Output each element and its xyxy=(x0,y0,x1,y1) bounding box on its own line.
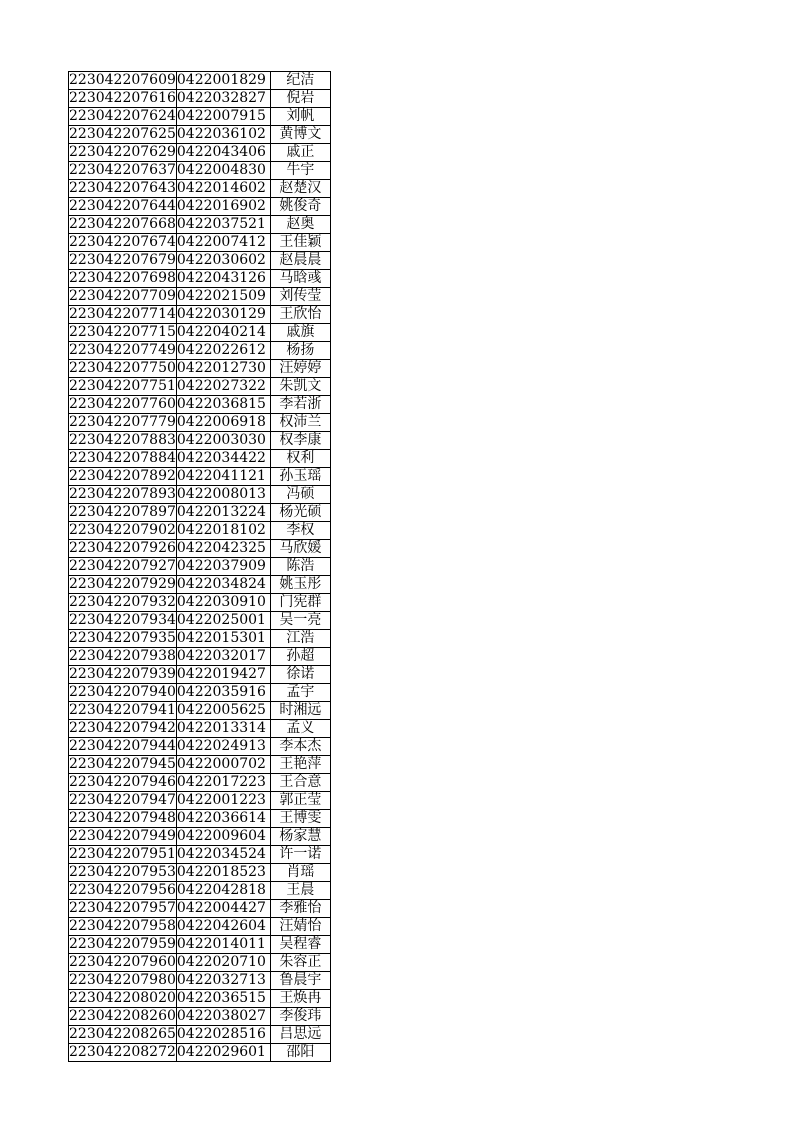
table-row xyxy=(69,846,331,864)
exam-number-cell: 223042208265 xyxy=(69,1026,176,1042)
table-row xyxy=(69,828,331,846)
exam-number-cell: 223042207957 xyxy=(69,900,176,916)
id-number-cell: 0422032827 xyxy=(176,90,270,108)
exam-number-cell: 223042207609 xyxy=(69,72,176,88)
id-number-cell: 0422015301 xyxy=(176,630,270,648)
table-row xyxy=(69,378,331,396)
id-number-cell: 0422043126 xyxy=(176,270,270,288)
exam-number-cell: 223042207892 xyxy=(69,468,176,484)
exam-number-cell: 223042207927 xyxy=(69,558,176,574)
id-number-cell: 0422024913 xyxy=(176,738,270,756)
table-row xyxy=(69,990,331,1008)
name-cell: 孙玉瑶 xyxy=(270,468,330,486)
exam-number-cell: 223042207980 xyxy=(69,972,176,988)
name-cell: 李若浙 xyxy=(270,396,330,414)
id-number-cell: 0422034524 xyxy=(176,846,270,864)
id-number-cell: 0422009604 xyxy=(176,828,270,846)
name-cell: 吴程睿 xyxy=(270,936,330,954)
exam-number-cell: 223042207960 xyxy=(69,954,176,970)
name-cell: 姚玉彤 xyxy=(270,576,330,594)
exam-number-cell: 223042207939 xyxy=(69,666,176,682)
id-number-cell: 0422004830 xyxy=(176,162,270,180)
name-cell: 朱凯文 xyxy=(270,378,330,396)
name-cell: 江浩 xyxy=(270,630,330,648)
table-row xyxy=(69,396,331,414)
name-cell: 李俊玮 xyxy=(270,1008,330,1026)
exam-number-cell: 223042207698 xyxy=(69,270,176,286)
id-number-cell: 0422027322 xyxy=(176,378,270,396)
exam-number-cell: 223042207637 xyxy=(69,162,176,178)
id-number-cell: 0422004427 xyxy=(176,900,270,918)
exam-number-cell: 223042207959 xyxy=(69,936,176,952)
table-row xyxy=(69,918,331,936)
exam-number-cell: 223042207947 xyxy=(69,792,176,808)
name-cell: 杨光硕 xyxy=(270,504,330,522)
name-cell: 马欣媛 xyxy=(270,540,330,558)
exam-number-cell: 223042207751 xyxy=(69,378,176,394)
table-row xyxy=(69,252,331,270)
table-row xyxy=(69,792,331,810)
name-cell: 陈浩 xyxy=(270,558,330,576)
table-row xyxy=(69,972,331,990)
table-row xyxy=(69,1044,331,1062)
exam-number-cell: 223042207929 xyxy=(69,576,176,592)
name-cell: 邵阳 xyxy=(270,1044,330,1062)
exam-number-cell: 223042207934 xyxy=(69,612,176,628)
id-number-cell: 0422019427 xyxy=(176,666,270,684)
table-row xyxy=(69,594,331,612)
name-cell: 刘帆 xyxy=(270,108,330,126)
exam-number-cell: 223042207715 xyxy=(69,324,176,340)
id-number-cell: 0422013224 xyxy=(176,504,270,522)
table-row xyxy=(69,108,331,126)
table-row xyxy=(69,90,331,108)
id-number-cell: 0422030129 xyxy=(176,306,270,324)
table-row xyxy=(69,216,331,234)
name-cell: 戚正 xyxy=(270,144,330,162)
id-number-cell: 0422037521 xyxy=(176,216,270,234)
name-cell: 郭正莹 xyxy=(270,792,330,810)
exam-number-cell: 223042207951 xyxy=(69,846,176,862)
id-number-cell: 0422018102 xyxy=(176,522,270,540)
table-row xyxy=(69,810,331,828)
exam-number-cell: 223042207883 xyxy=(69,432,176,448)
id-number-cell: 0422008013 xyxy=(176,486,270,504)
name-cell: 王合意 xyxy=(270,774,330,792)
exam-number-cell: 223042208260 xyxy=(69,1008,176,1024)
id-number-cell: 0422001223 xyxy=(176,792,270,810)
id-number-cell: 0422001829 xyxy=(176,72,270,90)
exam-number-cell: 223042207897 xyxy=(69,504,176,520)
exam-number-cell: 223042207956 xyxy=(69,882,176,898)
table-row xyxy=(69,72,331,90)
id-number-cell: 0422042818 xyxy=(176,882,270,900)
name-cell: 吕思远 xyxy=(270,1026,330,1044)
table-row xyxy=(69,612,331,630)
table-row xyxy=(69,648,331,666)
id-number-cell: 0422021509 xyxy=(176,288,270,306)
id-number-cell: 0422038027 xyxy=(176,1008,270,1026)
table-row xyxy=(69,288,331,306)
exam-number-cell: 223042207940 xyxy=(69,684,176,700)
id-number-cell: 0422000702 xyxy=(176,756,270,774)
id-number-cell: 0422032017 xyxy=(176,648,270,666)
id-number-cell: 0422017223 xyxy=(176,774,270,792)
id-number-cell: 0422043406 xyxy=(176,144,270,162)
table-row xyxy=(69,162,331,180)
id-number-cell: 0422034824 xyxy=(176,576,270,594)
id-number-cell: 0422030910 xyxy=(176,594,270,612)
id-number-cell: 0422032713 xyxy=(176,972,270,990)
id-number-cell: 0422013314 xyxy=(176,720,270,738)
exam-number-cell: 223042207760 xyxy=(69,396,176,412)
name-cell: 冯硕 xyxy=(270,486,330,504)
name-cell: 刘传莹 xyxy=(270,288,330,306)
name-cell: 吴一亮 xyxy=(270,612,330,630)
table-row xyxy=(69,558,331,576)
exam-number-cell: 223042207935 xyxy=(69,630,176,646)
id-number-cell: 0422037909 xyxy=(176,558,270,576)
id-number-cell: 0422014602 xyxy=(176,180,270,198)
table-row xyxy=(69,144,331,162)
exam-number-cell: 223042207679 xyxy=(69,252,176,268)
table-row xyxy=(69,702,331,720)
id-number-cell: 0422005625 xyxy=(176,702,270,720)
name-cell: 肖瑶 xyxy=(270,864,330,882)
table-row xyxy=(69,270,331,288)
name-cell: 孟宇 xyxy=(270,684,330,702)
id-number-cell: 0422014011 xyxy=(176,936,270,954)
table-row xyxy=(69,774,331,792)
id-number-cell: 0422030602 xyxy=(176,252,270,270)
id-number-cell: 0422036815 xyxy=(176,396,270,414)
id-number-cell: 0422012730 xyxy=(176,360,270,378)
name-cell: 戚旗 xyxy=(270,324,330,342)
table-row xyxy=(69,360,331,378)
name-cell: 鲁晨宇 xyxy=(270,972,330,990)
table-row xyxy=(69,324,331,342)
table-row xyxy=(69,684,331,702)
table-row xyxy=(69,198,331,216)
exam-number-cell: 223042207616 xyxy=(69,90,176,106)
id-number-cell: 0422007915 xyxy=(176,108,270,126)
id-number-cell: 0422007412 xyxy=(176,234,270,252)
name-cell: 权李康 xyxy=(270,432,330,450)
exam-number-cell: 223042207625 xyxy=(69,126,176,142)
table-row xyxy=(69,1008,331,1026)
name-cell: 徐诺 xyxy=(270,666,330,684)
id-number-cell: 0422020710 xyxy=(176,954,270,972)
exam-number-cell: 223042207644 xyxy=(69,198,176,214)
name-cell: 权沛兰 xyxy=(270,414,330,432)
id-number-cell: 0422003030 xyxy=(176,432,270,450)
roster-table-body xyxy=(69,72,331,1062)
table-row xyxy=(69,180,331,198)
table-row xyxy=(69,576,331,594)
id-number-cell: 0422018523 xyxy=(176,864,270,882)
table-row xyxy=(69,900,331,918)
table-row xyxy=(69,1026,331,1044)
name-cell: 时湘远 xyxy=(270,702,330,720)
exam-number-cell: 223042207942 xyxy=(69,720,176,736)
name-cell: 王艳萍 xyxy=(270,756,330,774)
name-cell: 朱容正 xyxy=(270,954,330,972)
id-number-cell: 0422006918 xyxy=(176,414,270,432)
name-cell: 孙超 xyxy=(270,648,330,666)
roster-table xyxy=(68,71,331,1062)
table-row xyxy=(69,234,331,252)
name-cell: 赵楚汉 xyxy=(270,180,330,198)
id-number-cell: 0422036614 xyxy=(176,810,270,828)
id-number-cell: 0422036515 xyxy=(176,990,270,1008)
table-row xyxy=(69,468,331,486)
name-cell: 王博雯 xyxy=(270,810,330,828)
name-cell: 杨扬 xyxy=(270,342,330,360)
name-cell: 许一诺 xyxy=(270,846,330,864)
name-cell: 牛宇 xyxy=(270,162,330,180)
name-cell: 赵晨晨 xyxy=(270,252,330,270)
name-cell: 汪婧怡 xyxy=(270,918,330,936)
exam-number-cell: 223042207944 xyxy=(69,738,176,754)
exam-number-cell: 223042207779 xyxy=(69,414,176,430)
name-cell: 李权 xyxy=(270,522,330,540)
table-row xyxy=(69,432,331,450)
exam-number-cell: 223042207945 xyxy=(69,756,176,772)
name-cell: 李雅怡 xyxy=(270,900,330,918)
exam-number-cell: 223042208272 xyxy=(69,1044,176,1060)
table-row xyxy=(69,522,331,540)
name-cell: 赵奥 xyxy=(270,216,330,234)
exam-number-cell: 223042207643 xyxy=(69,180,176,196)
name-cell: 王欣怡 xyxy=(270,306,330,324)
exam-number-cell: 223042207709 xyxy=(69,288,176,304)
id-number-cell: 0422028516 xyxy=(176,1026,270,1044)
table-row xyxy=(69,504,331,522)
id-number-cell: 0422042604 xyxy=(176,918,270,936)
name-cell: 姚俊奇 xyxy=(270,198,330,216)
id-number-cell: 0422035916 xyxy=(176,684,270,702)
exam-number-cell: 223042207884 xyxy=(69,450,176,466)
name-cell: 门宪群 xyxy=(270,594,330,612)
table-row xyxy=(69,540,331,558)
id-number-cell: 0422036102 xyxy=(176,126,270,144)
name-cell: 马晗彧 xyxy=(270,270,330,288)
id-number-cell: 0422029601 xyxy=(176,1044,270,1062)
name-cell: 黄博文 xyxy=(270,126,330,144)
exam-number-cell: 223042207958 xyxy=(69,918,176,934)
roster-sheet xyxy=(68,71,331,1062)
id-number-cell: 0422042325 xyxy=(176,540,270,558)
exam-number-cell: 223042207946 xyxy=(69,774,176,790)
exam-number-cell: 223042207902 xyxy=(69,522,176,538)
name-cell: 王佳颖 xyxy=(270,234,330,252)
exam-number-cell: 223042207749 xyxy=(69,342,176,358)
id-number-cell: 0422034422 xyxy=(176,450,270,468)
table-row xyxy=(69,954,331,972)
name-cell: 汪婷婷 xyxy=(270,360,330,378)
exam-number-cell: 223042207674 xyxy=(69,234,176,250)
name-cell: 纪洁 xyxy=(270,72,330,90)
table-row xyxy=(69,864,331,882)
table-row xyxy=(69,936,331,954)
id-number-cell: 0422040214 xyxy=(176,324,270,342)
exam-number-cell: 223042207949 xyxy=(69,828,176,844)
exam-number-cell: 223042207714 xyxy=(69,306,176,322)
id-number-cell: 0422016902 xyxy=(176,198,270,216)
id-number-cell: 0422025001 xyxy=(176,612,270,630)
table-row xyxy=(69,882,331,900)
name-cell: 杨家慧 xyxy=(270,828,330,846)
table-row xyxy=(69,450,331,468)
exam-number-cell: 223042207953 xyxy=(69,864,176,880)
exam-number-cell: 223042207938 xyxy=(69,648,176,664)
exam-number-cell: 223042207624 xyxy=(69,108,176,124)
table-row xyxy=(69,666,331,684)
exam-number-cell: 223042207629 xyxy=(69,144,176,160)
exam-number-cell: 223042207948 xyxy=(69,810,176,826)
id-number-cell: 0422022612 xyxy=(176,342,270,360)
exam-number-cell: 223042207932 xyxy=(69,594,176,610)
exam-number-cell: 223042207750 xyxy=(69,360,176,376)
name-cell: 孟义 xyxy=(270,720,330,738)
table-row xyxy=(69,342,331,360)
id-number-cell: 0422041121 xyxy=(176,468,270,486)
name-cell: 王焕冉 xyxy=(270,990,330,1008)
table-row xyxy=(69,126,331,144)
table-row xyxy=(69,486,331,504)
table-row xyxy=(69,630,331,648)
table-row xyxy=(69,720,331,738)
exam-number-cell: 223042207893 xyxy=(69,486,176,502)
exam-number-cell: 223042207668 xyxy=(69,216,176,232)
name-cell: 王晨 xyxy=(270,882,330,900)
table-row xyxy=(69,756,331,774)
name-cell: 李本杰 xyxy=(270,738,330,756)
name-cell: 倪岩 xyxy=(270,90,330,108)
table-row xyxy=(69,414,331,432)
name-cell: 权利 xyxy=(270,450,330,468)
exam-number-cell: 223042207941 xyxy=(69,702,176,718)
table-row xyxy=(69,738,331,756)
exam-number-cell: 223042208020 xyxy=(69,990,176,1006)
table-row xyxy=(69,306,331,324)
exam-number-cell: 223042207926 xyxy=(69,540,176,556)
